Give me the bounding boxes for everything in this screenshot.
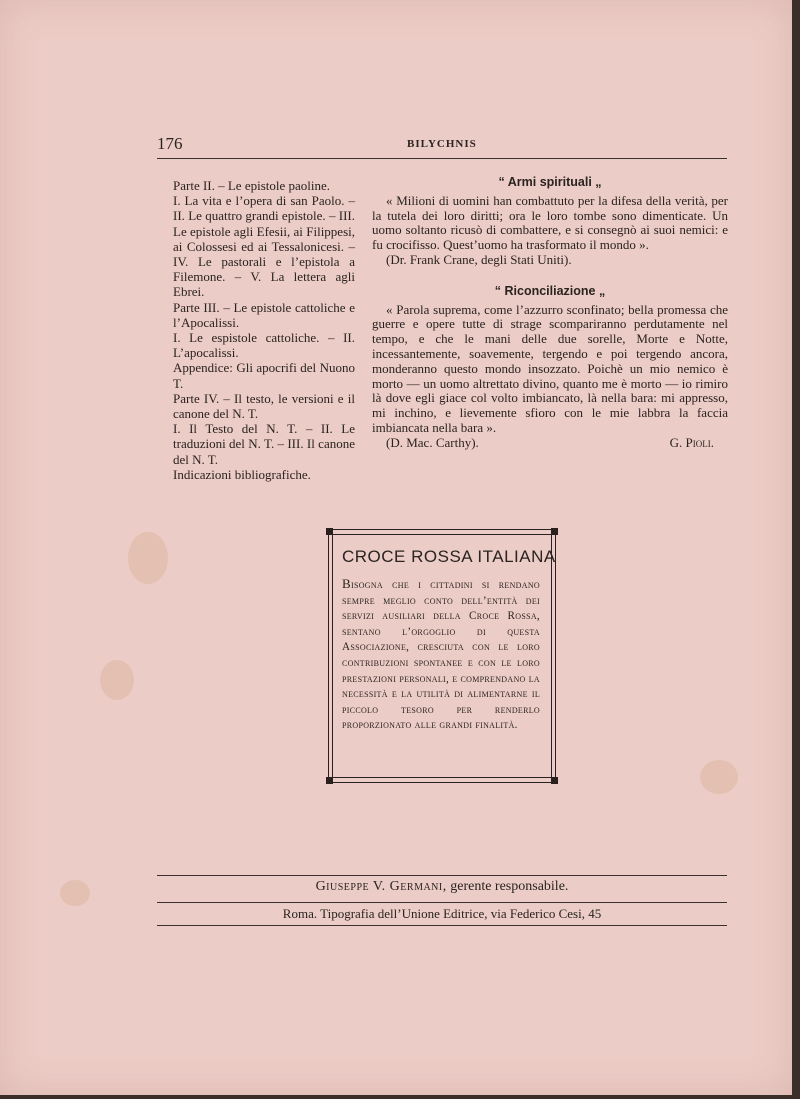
right-column (372, 175, 728, 451)
gerente-name: Giuseppe V. Germani, (315, 879, 447, 894)
page-number: 176 (157, 134, 183, 153)
box-corner (326, 528, 333, 535)
running-title: BILYCHNIS (407, 138, 477, 150)
quote-source: (D. Mac. Carthy). (386, 434, 479, 450)
box-corner (551, 777, 558, 784)
paper-stain (700, 760, 738, 794)
toc-paragraph: I. Il Testo del N. T. – II. Le traduzioni del N. T. – III. Il canone del N. T. (173, 421, 355, 467)
toc-paragraph: Parte IV. – Il testo, le versioni e il canone del N. T. (173, 390, 355, 422)
toc-paragraph: Indicazioni bibliografiche. (173, 466, 311, 482)
printer-line: Roma. Tipografia dell’Unione Editrice, via Federico Cesi, 45 (282, 906, 602, 921)
left-column (173, 178, 355, 482)
toc-paragraph: I. Le espistole cattoliche. – II. L’apocalissi. (173, 330, 355, 361)
box-border-right (551, 533, 556, 779)
notice-text: Bisogna che i cittadini si rendano sempre meglio conto dell’entità dei servizi ausiliari della Croce Rossa, sentano l’orgoglio di questa Associazione, cresciuta con le loro contribuzioni spontanee e con le loro prestazioni personali, e comprendano la necessità e la utilità di alimentarne il piccolo tesoro per renderlo proporzionato alle grandi finalità. (342, 576, 540, 732)
gerente-role: gerente responsabile. (450, 879, 569, 894)
box-border-top (326, 529, 558, 535)
quote-source: (Dr. Frank Crane, degli Stati Uniti). (386, 251, 572, 267)
toc-paragraph: I. La vita e l’opera di san Paolo. – II. Le quattro grandi epistole. – III. Le epistole agli Efesii, ai Filippesi, ai Colossesi ed ai Tessalonicesi. – IV. Le pastorali e l’epistola a Filemone. – V. La lettera agli Ebrei. (173, 193, 355, 300)
publisher-line (157, 879, 727, 895)
notice-title: CROCE ROSSA ITALIANA (342, 547, 556, 566)
box-border-bottom (326, 777, 558, 783)
toc-paragraph: Parte II. – Le epistole paoline. (173, 178, 331, 193)
box-border-left (328, 533, 333, 779)
paper-stain (60, 880, 90, 906)
section-heading: “ Riconciliazione „ (494, 283, 606, 298)
toc-paragraph: Appendice: Gli apocrifi del Nuono T. (173, 360, 355, 391)
paper-stain (128, 532, 168, 584)
source-row (372, 436, 728, 451)
section-heading: “ Armi spirituali „ (498, 175, 602, 189)
toc-paragraph: Parte III. – Le epistole cattoliche e l’Apocalissi. (173, 299, 355, 330)
box-corner (326, 777, 333, 784)
header-rule (157, 158, 727, 159)
paper-stain (100, 660, 134, 700)
box-corner (551, 528, 558, 535)
footer-rule (157, 925, 727, 926)
footer-rule (157, 902, 727, 903)
article-author: G. Pioli. (669, 434, 714, 450)
footer-rule (157, 875, 727, 876)
quote-text: « Parola suprema, come l’azzurro sconfinato; bella promessa che guerre e opere tutte di strage scompariranno perdutamente nel tempo, e che le mani delle due sorelle, Morte e Notte, incessantemente, soavemente, tergendo e poi tergendo ancora, monderanno questo mondo insozzato. Poichè un mio nemico è morto — un uomo altrettato divino, quanto me è morto — io rimiro là dove egli giace col volto imbiancato, là nella bara: mi appresso, mi inchino, e lievemente sfioro con le mie labbra la faccia imbiancata nella bara ». (372, 301, 728, 435)
red-cross-notice-box (326, 529, 558, 783)
quote-text: « Milioni di uomini han combattuto per la difesa della verità, per la tutela dei loro diritti; ora le loro tombe sono dimenticate. Un uomo soltanto ricusò di combattere, e si consegnò ai suoi nemici: e fu crocifisso. Quest’uomo ha trasformato il mondo ». (372, 192, 728, 253)
